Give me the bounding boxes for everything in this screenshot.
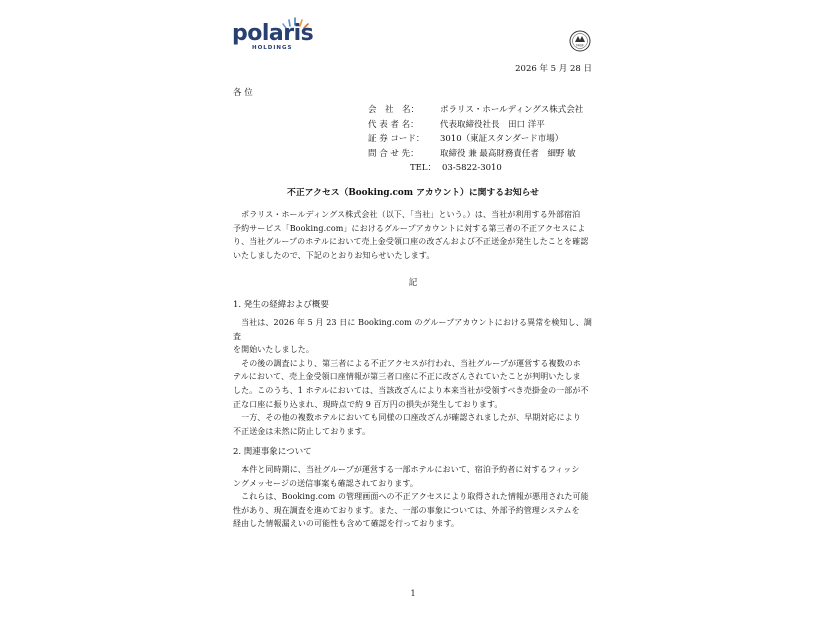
- document-date: 2026 年 5 月 28 日: [515, 64, 592, 74]
- text-line: 不正送金は未然に防止しております。: [233, 426, 371, 436]
- info-label: 会 社 名：: [368, 105, 420, 115]
- text-line: ポラリス・ホールディングス株式会社（以下、「当社」という。）は、当社が利用する外部宿泊: [233, 210, 581, 219]
- info-row-tel: [368, 161, 583, 176]
- section-1-body: [233, 316, 595, 438]
- text-line: り、当社グループのホテルにおいて売上金受領口座の改ざんおよび不正送金が発生したことを確認: [233, 237, 589, 247]
- text-line: ングメッセージの送信事案も確認されております。: [233, 478, 418, 488]
- info-value: 代表取締役社長 田口 洋平: [440, 119, 545, 130]
- ki-mark: 記: [408, 278, 418, 288]
- logo-subtitle: HOLDINGS: [252, 45, 293, 51]
- info-label: 問 合 せ 先：: [368, 148, 419, 159]
- info-value: 3010（東証スタンダード市場）: [440, 134, 564, 144]
- info-label: 代 表 者 名：: [368, 119, 419, 130]
- document-title: 不正アクセス（Booking.com アカウント）に関するお知らせ: [287, 188, 539, 198]
- info-label: 証 券 コード：: [368, 134, 425, 144]
- text-line: 一方、その他の複数ホテルにおいても同様の口座改ざんが確認されましたが、早期対応により: [233, 413, 581, 423]
- tel-label: TEL：: [410, 163, 437, 173]
- text-line: 本件と同時期に、当社グループが運営する一部ホテルにおいて、宿泊予約者に対するフィッシ: [233, 465, 580, 474]
- section-1-heading: 1. 発生の経緯および概要: [233, 300, 329, 310]
- page-number: 1: [410, 589, 416, 598]
- fasf-seal-icon: [569, 30, 591, 52]
- text-line: その後の調査により、第三者による不正アクセスが行われ、当社グループが運営する複数のホ: [233, 358, 581, 368]
- text-line: テルにおいて、売上金受領口座情報が第三者口座に不正に改ざんされていたことが判明いたしま: [233, 372, 581, 382]
- text-line: いたしましたので、下記のとおりお知らせいたします。: [233, 250, 435, 260]
- text-line: した。このうち、1 ホテルにおいては、当該改ざんにより本来当社が受領すべき売掛金の一部が不: [233, 385, 589, 395]
- info-value: 取締役 兼 最高財務責任者 細野 敏: [440, 148, 576, 159]
- recipient: 各 位: [233, 88, 253, 98]
- text-line: 当社は、2026 年 5 月 23 日に Booking.com のグループアカウントにおける異常を検知し、調査: [233, 318, 592, 341]
- info-row-company: [368, 103, 583, 118]
- section-2-body: [233, 463, 595, 531]
- text-line: を開始いたしました。: [233, 345, 314, 355]
- info-value: ポラリス・ホールディングス株式会社: [440, 105, 584, 115]
- text-line: 正な口座に振り込まれ、現時点で約 9 百万円の損失が発生しております。: [233, 399, 503, 409]
- intro-paragraph: [233, 208, 595, 262]
- tel-value: 03-5822-3010: [442, 163, 502, 173]
- company-logo: [232, 16, 312, 56]
- logo-wordmark: polaris: [232, 21, 314, 46]
- info-row-securities-code: [368, 132, 583, 147]
- text-line: 経由した情報漏えいの可能性も含めて確認を行っております。: [233, 519, 460, 529]
- company-info-block: [368, 103, 583, 176]
- info-row-representative: [368, 118, 583, 133]
- section-2-heading: 2. 関連事象について: [233, 447, 312, 457]
- text-line: 予約サービス「Booking.com」におけるグループアカウントに対する第三者の不正アクセスによ: [233, 223, 586, 233]
- info-row-contact: [368, 147, 583, 162]
- text-line: 性があり、現在調査を進めております。また、一部の事象については、外部予約管理システムを: [233, 505, 580, 515]
- text-line: これらは、Booking.com の管理画面への不正アクセスにより取得された情報が悪用された可能: [233, 492, 589, 502]
- svg-text:FASF: FASF: [576, 43, 584, 48]
